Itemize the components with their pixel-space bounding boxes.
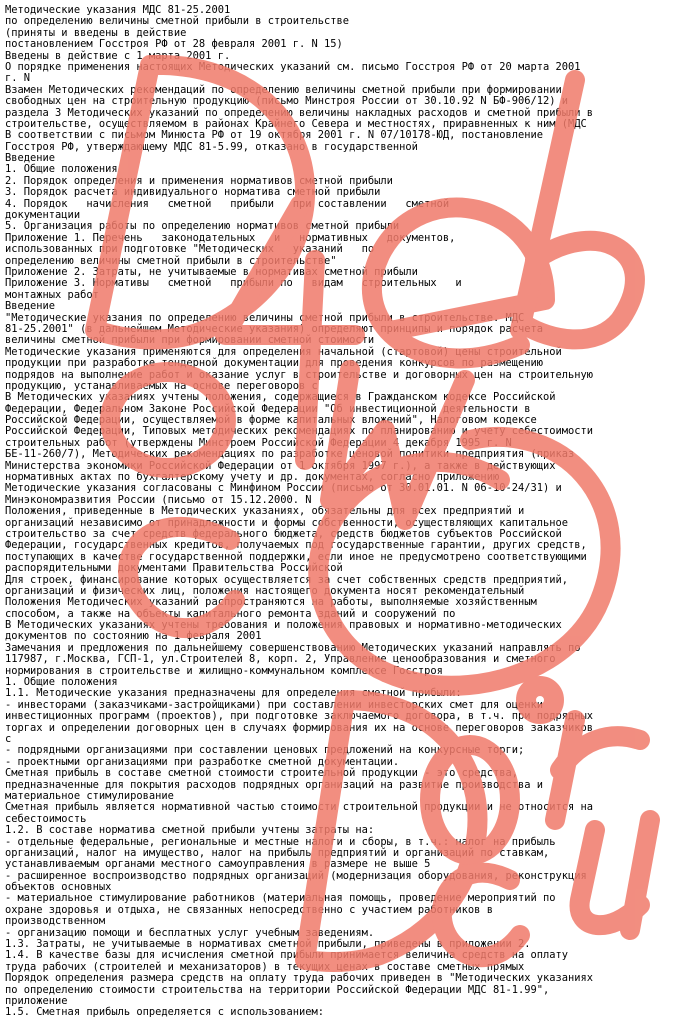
text-line: Российской Федерации, осуществляемой в форме капитальных вложений", Налоговом кодексе [5,414,537,427]
text-line: строительных работ (утверждены Минстроем Российской Федерации 4 декабря 1995 г. N [5,436,512,449]
text-line: Федерации, государственных кредитов, получаемых под государственные гарантии, других средств, [5,539,587,552]
text-line: - подрядными организациями при составлении ценовых предложений на конкурсные торги; [5,744,525,757]
text-line: распорядительными документами Правительства Российской [5,562,343,575]
text-line: Взамен Методических рекомендаций по определению величины сметной прибыли при формировании [5,83,562,96]
text-line: материальное стимулирование [5,789,174,802]
text-line: подрядов на выполнение работ и оказание услуг в строительстве и договорных цен на строительную [5,368,594,381]
text-line: 4. Порядок начисления сметной прибыли при составлении сметной [5,197,450,210]
text-line: производственном [5,915,106,928]
text-line: (приняты и введены в действие [5,26,187,39]
text-line: Введение [5,300,56,313]
text-line: 1. Общие положения [5,676,118,689]
text-line: 1.2. В составе норматива сметной прибыли учтены затраты на: [5,824,375,837]
text-line: 1.3. Затраты, не учитываемые в нормативах сметной прибыли, приведены в приложении 2. [5,938,531,951]
text-line: Приложение 2. Затраты, не учитываемые в нормативах сметной прибыли [5,265,418,278]
text-line: Федерации, Федеральном Законе Российской Федерации "Об инвестиционной деятельности в [5,402,531,415]
text-line: Методические указания МДС 81-25.2001 [5,4,231,16]
text-line: организаций независимо от принадлежности и формы собственности, осуществляющих капитальное [5,516,569,529]
text-line: Приложение 1. Перечень законодательных и нормативных документов, [5,231,456,244]
text-line: О порядке применения настоящих Методических указаний см. письмо Госстроя РФ от 20 марта 2001 [5,60,581,73]
text-line: - организацию помощи и бесплатных услуг учебным заведениям. [5,926,375,939]
text-line: Порядок определения размера средств на оплату труда рабочих приведен в "Методических указаниях [5,972,594,985]
text-line: 1.5. Сметная прибыль определяется с использованием: [5,1006,325,1019]
text-line: строительстве, осуществляемом в районах Крайнего Севера и местностях, приравненных к ним (МДС [5,117,587,130]
text-line: 3. Порядок расчета индивидуального норматива сметной прибыли [5,186,381,199]
text-line: величины сметной прибыли при формировании сметной стоимости [5,334,375,347]
text-line: устанавливаемым органами местного самоуправления в размере не выше 5 [5,858,431,871]
text-line: способом, а также на объекты капитального ремонта зданий и сооружений по [5,607,456,620]
text-line: продукцию, устанавливаемых на основе переговоров с [5,379,318,392]
text-line: охране здоровья и отдыха, не связанных непосредственно с участием работников в [5,903,493,916]
text-line: поступающих в качестве государственной поддержки, если иное не предусмотрено соответствующими [5,550,587,563]
text-line: - расширенное воспроизводство подрядных организаций (модернизация оборудования, реконструкция [5,869,587,882]
text-line: Министерства экономики Российской Федерации от 1 октября 1997 г.), а также в действующих [5,459,556,472]
text-line: Методические указания применяются для определения начальной (стартовой) цены строительной [5,345,562,358]
text-line: документации [5,209,81,222]
text-line: приложение [5,994,68,1007]
text-line: Положения Методических указаний распространяются на работы, выполняемые хозяйственным [5,596,537,609]
text-line: объектов основных [5,881,112,894]
text-line: - отдельные федеральные, региональные и местные налоги и сборы, в т.ч.: налог на прибыль [5,835,556,848]
text-line: Сметная прибыль является нормативной частью стоимости строительной продукции и не относится на [5,801,594,814]
text-line: организаций и физических лиц, положения настоящего документа носят рекомендательный [5,584,525,597]
text-line: труда рабочих (строителей и механизаторов) в текущих ценах в составе сметных прямых [5,960,525,973]
text-line: В Методических указаниях учтены положения, содержащиеся в Гражданском кодексе Российской [5,391,556,404]
text-line: с [5,733,12,745]
text-line: предназначенные для покрытия расходов подрядных организаций на развитие производства и [5,778,543,791]
text-line: Положения, приведенные в Методических указаниях, обязательны для всех предприятий и [5,505,525,518]
text-line: БЕ-11-260/7), Методических рекомендациях по разработке ценовой политики предприятия (приказ [5,448,575,461]
text-line: продукции при разработке тендерной документации для проведения конкурсов по размещению [5,357,543,370]
text-line: г. N [5,72,31,85]
text-line: нормативных актах по бухгалтерскому учету и др. документах, согласно приложению [5,471,500,484]
text-line: документов по состоянию на 1 февраля 2001 [5,630,262,643]
text-line: 5. Организация работы по определению нормативов сметной прибыли [5,220,400,233]
text-line: "Методические указания по определению величины сметной прибыли в строительстве. МДС [5,311,525,324]
text-line: 1.4. В качестве базы для исчисления сметной прибыли принимается величина средств на оплату [5,949,569,962]
text-line: по определению стоимости строительства на территории Российской Федерации МДС 81-1.99", [5,983,550,996]
text-line: Приложение 3. Нормативы сметной прибыли по видам строительных и [5,277,462,290]
text-line: Введение [5,152,56,165]
text-line: 1. Общие положения [5,163,118,176]
text-line: Для строек, финансирование которых осуществляется за счет собственных средств предприятий, [5,573,569,586]
text-line: использованных при подготовке "Методических указаний по [5,243,375,256]
text-line: Сметная прибыль в составе сметной стоимости строительной продукции - это средства, [5,767,518,780]
text-line: по определению величины сметной прибыли в строительстве [5,15,350,28]
document-body [5,5,695,1019]
text-line: Госстроя РФ, утверждающему МДС 81-5.99, отказано в государственной [5,140,418,153]
text-line: Российской Федерации, Типовых методических рекомендациях по планированию и учету себестоимости [5,425,594,438]
text-line: Минэкономразвития России (письмо от 15.12.2000. N [5,493,312,506]
text-line: строительство за счет средств федерального бюджета, средств бюджетов субъектов Российской [5,527,562,540]
text-line: определению величины сметной прибыли в строительстве" [5,254,337,267]
text-line: - проектными организациями при разработке сметной документации. [5,755,400,768]
text-line: монтажных работ [5,288,99,301]
text-line: организаций, налог на имущество, налог на прибыль предприятий и организаций по ставкам, [5,846,550,859]
text-line: 117987, г.Москва, ГСП-1, ул.Строителей 8, корп. 2, Управление ценообразования и сметного [5,653,556,666]
text-line: Замечания и предложения по дальнейшему совершенствованию Методических указаний направлять по [5,641,581,654]
text-line: В соответствии с письмом Минюста РФ от 19 октября 2001 г. N 07/10178-ЮД, постановление [5,129,543,142]
text-line: В Методических указаниях учтены требования и положения правовых и нормативно-методических [5,619,562,632]
text-line: нормирования в строительстве и жилищно-коммунальном комплексе Госстроя [5,664,443,677]
text-line: инвестиционных программ (проектов), при подготовке заключаемого договора, в т.ч. при подрядных [5,710,594,723]
text-line: 2. Порядок определения и применения нормативов сметной прибыли [5,174,393,187]
text-line: Методические указания согласованы с Минфином России (письмо от 30.01.01. N 06-10-24/31) и [5,482,562,495]
text-line: - инвесторами (заказчиками-застройщиками) при составлении инвесторских смет для оценки [5,698,543,711]
text-line: постановлением Госстроя РФ от 28 февраля 2001 г. N 15) [5,38,343,51]
text-line: 81-25.2001" (в дальнейшем Методические указания) определяют принципы и порядок расчета [5,322,543,335]
text-line: Введены в действие с 1 марта 2001 г. [5,49,231,62]
text-line: раздела 3 Методических указаний по определению величины накладных расходов и сметной прибыли в [5,106,594,119]
text-line: свободных цен на строительную продукцию (письмо Минстроя России от 30.10.92 N БФ-906/12) и [5,95,569,108]
text-line: - материальное стимулирование работников (материальная помощь, проведение мероприятий по [5,892,556,905]
text-line: 1.1. Методические указания предназначены для определения сметной прибыли: [5,687,462,700]
text-line: торгах и определении договорных цен в случаях формирования их на основе переговоров заказчиков [5,721,594,734]
text-line: себестоимость [5,812,87,825]
